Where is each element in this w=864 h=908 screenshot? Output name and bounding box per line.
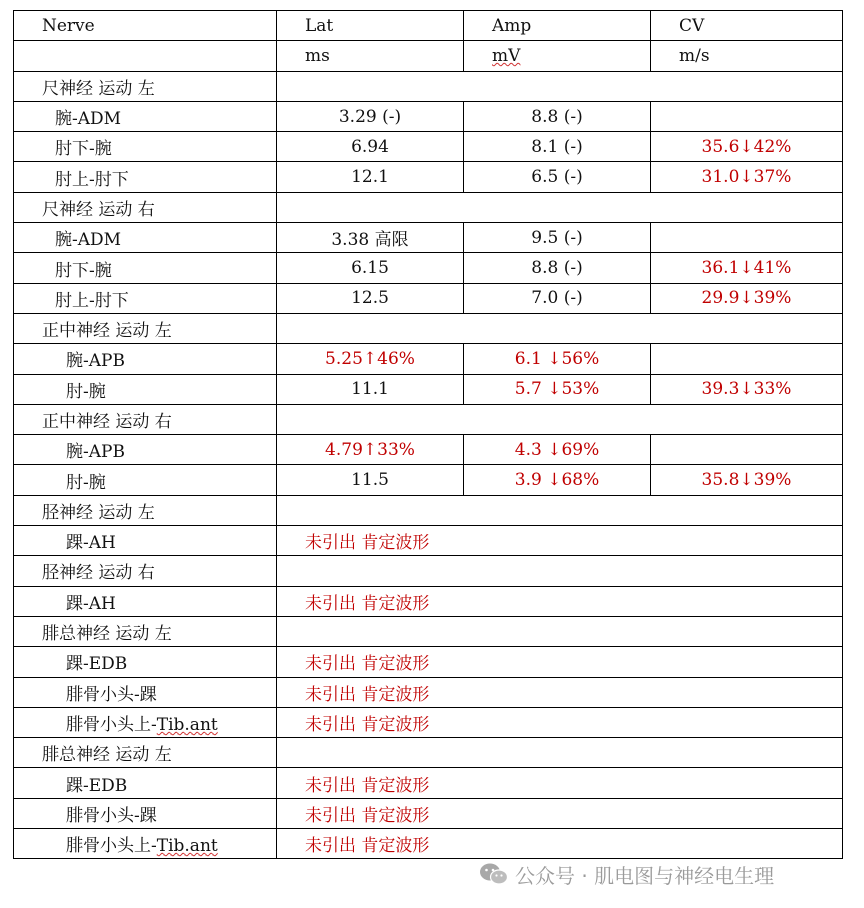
group-row [14,495,843,525]
header-nerve: Nerve [14,11,277,41]
table-row [14,465,843,495]
lat-cell: 11.1 [277,374,464,404]
lat-cell-abnormal: 4.79↑33% [277,435,464,465]
site-suffix: Tib.ant [156,836,218,857]
group-row [14,192,843,222]
group-row [14,616,843,646]
site-cell: 腕-ADM [14,223,277,253]
unit-row [14,41,843,71]
absent-response: 未引出 肯定波形 [277,586,843,616]
cv-cell-abnormal: 36.1↓41% [651,253,843,283]
site-cell [14,707,277,737]
group-row [14,71,843,101]
group-blank [277,313,843,343]
unit-amp [464,41,651,71]
site-cell: 踝-EDB [14,768,277,798]
site-cell: 腕-APB [14,344,277,374]
lat-cell: 6.15 [277,253,464,283]
unit-lat: ms [277,41,464,71]
site-prefix: 腓骨小头上- [66,714,157,735]
site-cell: 肘上-肘下 [14,283,277,313]
absent-response: 未引出 肯定波形 [277,829,843,859]
group-title: 胫神经 运动 左 [14,495,277,525]
lat-cell: 12.1 [277,162,464,192]
site-cell: 肘-腕 [14,374,277,404]
cv-cell [651,223,843,253]
group-title: 尺神经 运动 右 [14,192,277,222]
group-blank [277,495,843,525]
header-amp: Amp [464,11,651,41]
cv-cell [651,344,843,374]
table-row [14,101,843,131]
site-cell: 腕-ADM [14,101,277,131]
lat-cell: 3.38 高限 [277,223,464,253]
site-cell [14,829,277,859]
table-row [14,677,843,707]
lat-cell-abnormal: 5.25↑46% [277,344,464,374]
group-title: 胫神经 运动 右 [14,556,277,586]
absent-response: 未引出 肯定波形 [277,677,843,707]
site-cell: 踝-AH [14,586,277,616]
site-cell: 踝-AH [14,526,277,556]
absent-response: 未引出 肯定波形 [277,647,843,677]
cv-cell-abnormal: 29.9↓39% [651,283,843,313]
cv-cell-abnormal: 35.6↓42% [651,132,843,162]
site-cell: 腓骨小头-踝 [14,677,277,707]
table-row [14,435,843,465]
unit-amp-text: mV [492,45,521,66]
group-blank [277,616,843,646]
table-row [14,374,843,404]
absent-response: 未引出 肯定波形 [277,798,843,828]
table-row [14,798,843,828]
lat-cell: 11.5 [277,465,464,495]
group-title: 正中神经 运动 右 [14,404,277,434]
site-cell: 肘上-肘下 [14,162,277,192]
nerve-conduction-table [13,10,843,859]
site-cell: 踝-EDB [14,647,277,677]
table-row [14,526,843,556]
group-blank [277,404,843,434]
wechat-icon [479,862,509,886]
table-row [14,768,843,798]
site-cell: 肘下-腕 [14,253,277,283]
group-blank [277,71,843,101]
group-title: 腓总神经 运动 左 [14,738,277,768]
lat-cell: 12.5 [277,283,464,313]
group-title: 尺神经 运动 左 [14,71,277,101]
site-cell: 肘-腕 [14,465,277,495]
table-row [14,344,843,374]
amp-cell-abnormal: 3.9 ↓68% [464,465,651,495]
site-prefix: 腓骨小头上- [66,836,157,857]
group-row [14,313,843,343]
lat-cell: 3.29 (-) [277,101,464,131]
watermark [479,860,774,888]
amp-cell: 8.1 (-) [464,132,651,162]
header-lat: Lat [277,11,464,41]
site-suffix: Tib.ant [156,714,218,735]
site-cell: 腓骨小头-踝 [14,798,277,828]
lat-cell: 6.94 [277,132,464,162]
table-row [14,253,843,283]
amp-cell-abnormal: 4.3 ↓69% [464,435,651,465]
group-title: 腓总神经 运动 左 [14,616,277,646]
cv-cell [651,435,843,465]
group-row [14,404,843,434]
amp-cell: 8.8 (-) [464,101,651,131]
unit-cv: m/s [651,41,843,71]
header-cv: CV [651,11,843,41]
amp-cell: 8.8 (-) [464,253,651,283]
cv-cell [651,101,843,131]
amp-cell: 7.0 (-) [464,283,651,313]
group-title: 正中神经 运动 左 [14,313,277,343]
amp-cell-abnormal: 6.1 ↓56% [464,344,651,374]
group-row [14,556,843,586]
amp-cell: 6.5 (-) [464,162,651,192]
absent-response: 未引出 肯定波形 [277,768,843,798]
table-row [14,829,843,859]
table-row [14,223,843,253]
group-row [14,738,843,768]
group-blank [277,192,843,222]
cv-cell-abnormal: 39.3↓33% [651,374,843,404]
table-row [14,162,843,192]
site-cell: 腕-APB [14,435,277,465]
site-cell: 肘下-腕 [14,132,277,162]
absent-response: 未引出 肯定波形 [277,707,843,737]
amp-cell-abnormal: 5.7 ↓53% [464,374,651,404]
header-row [14,11,843,41]
group-blank [277,738,843,768]
group-blank [277,556,843,586]
table-row [14,647,843,677]
table-row [14,707,843,737]
amp-cell: 9.5 (-) [464,223,651,253]
table-row [14,283,843,313]
absent-response: 未引出 肯定波形 [277,526,843,556]
unit-empty [14,41,277,71]
cv-cell-abnormal: 35.8↓39% [651,465,843,495]
table-row [14,586,843,616]
watermark-text: 公众号 · 肌电图与神经电生理 [515,863,775,888]
table-row [14,132,843,162]
cv-cell-abnormal: 31.0↓37% [651,162,843,192]
